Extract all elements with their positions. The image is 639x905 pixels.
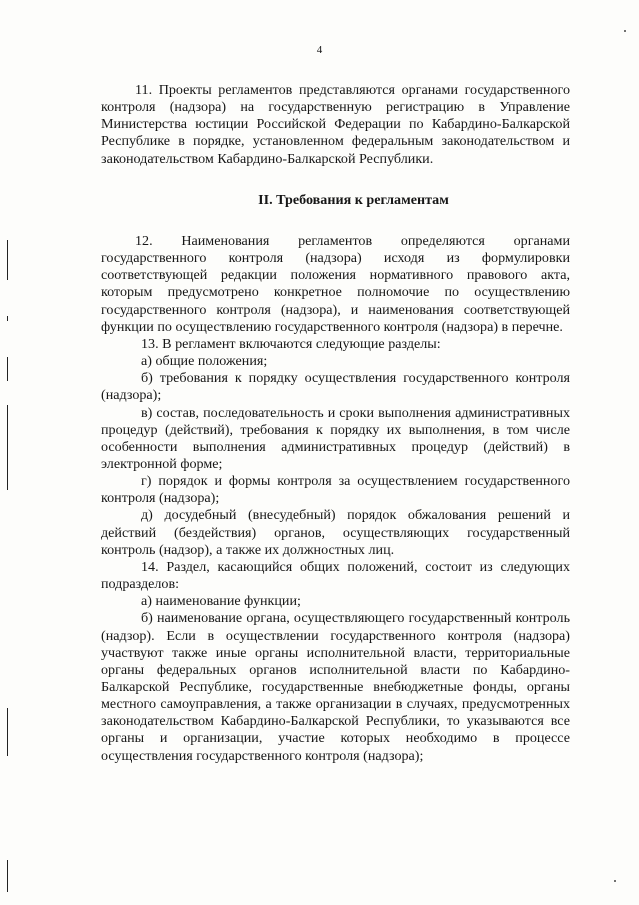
margin-mark bbox=[7, 405, 8, 490]
document-body bbox=[101, 82, 570, 765]
margin-mark bbox=[7, 357, 8, 381]
paragraph-13d: г) порядок и формы контроля за осуществлением государственного контроля (надзора); bbox=[101, 473, 570, 507]
paragraph-14b: б) наименование органа, осуществляющего государственный контроль (надзор). Если в осуществлении государственного контроля (надзора) участвуют также иные органы исполнительной власти, территориальные органы федеральных органов исполнительной власти по Кабардино-Балкарской Республике, государственные внебюджетные фонды, органы местного самоуправления, а также организации в случаях, предусмотренных законодательством Кабардино-Балкарской Республики, то указываются все органы и организации, участие которых необходимо в процессе осуществления государственного контроля (надзора); bbox=[101, 610, 570, 764]
paragraph-13: 13. В регламент включаются следующие разделы: bbox=[141, 335, 441, 352]
paragraph-13b: б) требования к порядку осуществления государственного контроля (надзора); bbox=[101, 370, 570, 404]
paragraph-14a: а) наименование функции; bbox=[141, 593, 301, 610]
scan-speck bbox=[624, 30, 626, 32]
paragraph-14: 14. Раздел, касающийся общих положений, состоит из следующих подразделов: bbox=[101, 558, 570, 593]
paragraph-13e: д) досудебный (внесудебный) порядок обжалования решений и действий (бездействия) органов, осуществляющих государственный контроль (надзор), а также их должностных лиц. bbox=[101, 507, 570, 558]
page-number: 4 bbox=[316, 44, 323, 56]
margin-mark bbox=[7, 708, 8, 756]
paragraph-11: 11. Проекты регламентов представляются органами государственного контроля (надзора) на государственную регистрацию в Управление Министерства юстиции Российской Федерации по Кабардино-Балкарской Республике в порядке, установленном федеральным законодательством и законодательством Кабардино-Балкарской Республики. bbox=[101, 82, 570, 167]
margin-mark bbox=[7, 240, 8, 280]
paragraph-13a: а) общие положения; bbox=[141, 353, 268, 370]
paragraph-13c: в) состав, последовательность и сроки выполнения административных процедур (действий), требования к порядку их выполнения, в том числе особенности выполнения административных процедур (действий) в электронной форме; bbox=[101, 404, 570, 472]
margin-mark bbox=[7, 860, 8, 892]
paragraph-12: 12. Наименования регламентов определяются органами государственного контроля (надзора) исходя из формулировки соответствующей редакции положения нормативного правового акта, которым предусмотрено конкретное полномочие по осуществлению государственного контроля (надзора), и наименования соответствующей функции по осуществлению государственного контроля (надзора) в перечне. bbox=[101, 232, 570, 335]
section-title: II. Требования к регламентам bbox=[258, 191, 449, 208]
scan-speck bbox=[614, 880, 616, 882]
margin-mark bbox=[7, 316, 8, 321]
